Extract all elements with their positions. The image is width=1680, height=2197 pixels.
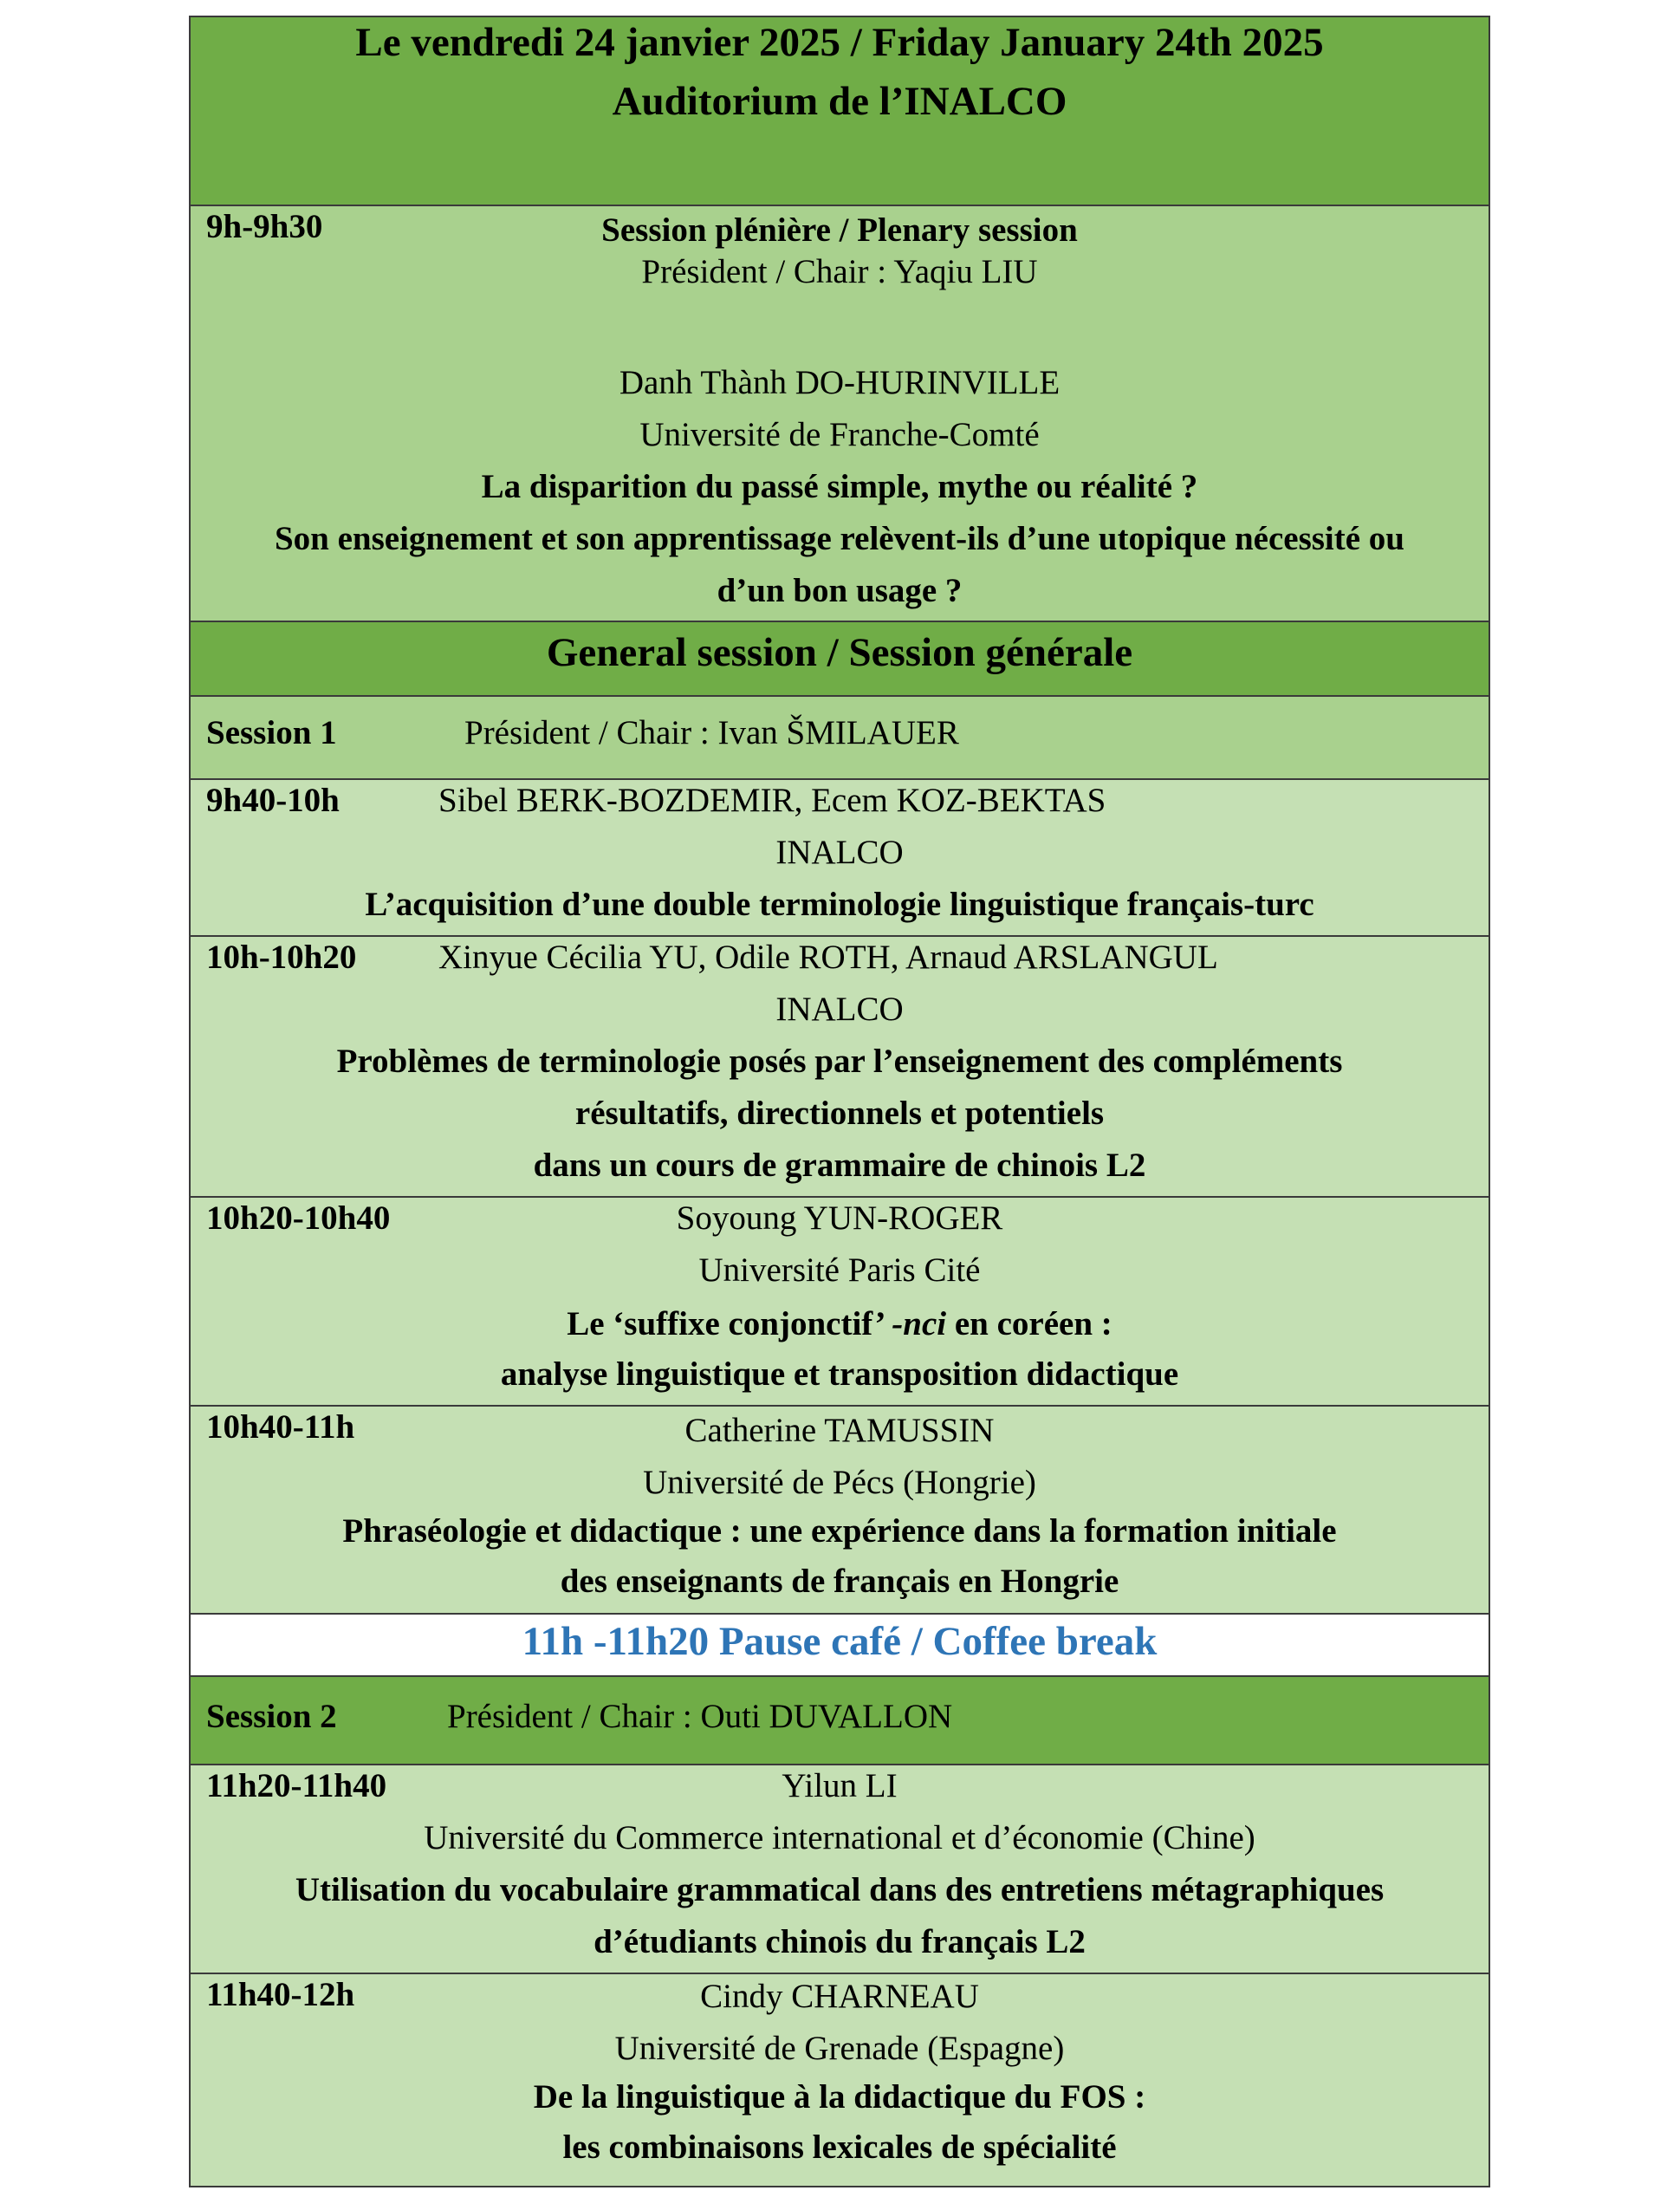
date-line: Le vendredi 24 janvier 2025 / Friday January 24th 2025: [355, 20, 1324, 65]
talk-speakers: Soyoung YUN-ROGER: [676, 1199, 1003, 1237]
talk-title-line: De la linguistique à la didactique du FOS :: [533, 2078, 1146, 2116]
talk-row: [191, 1407, 1489, 1615]
session2-label: Session 2: [206, 1698, 337, 1735]
general-session-title: General session / Session générale: [546, 630, 1133, 675]
plenary-title: Session plénière / Plenary session: [601, 211, 1078, 249]
talk-title-line: Phraséologie et didactique : une expérience dans la formation initiale: [342, 1512, 1337, 1550]
talk-time: 11h20-11h40: [206, 1767, 387, 1804]
talk-row: [191, 937, 1489, 1198]
talk-time: 9h40-10h: [206, 782, 340, 819]
talk-title-line: les combinaisons lexicales de spécialité: [562, 2129, 1117, 2166]
general-session-header: [191, 622, 1489, 697]
plenary-chair: Président / Chair : Yaqiu LIU: [641, 253, 1038, 290]
plenary-talk-line: d’un bon usage ?: [717, 572, 963, 609]
plenary-time: 9h-9h30: [206, 208, 323, 245]
talk-title-line: résultatifs, directionnels et potentiels: [574, 1095, 1105, 1132]
plenary-affiliation: Université de Franche-Comté: [639, 416, 1040, 453]
talk-speakers: Yilun LI: [782, 1767, 898, 1804]
talk-title-line: analyse linguistique et transposition didactique: [500, 1355, 1179, 1393]
talk-time: 10h40-11h: [206, 1408, 355, 1446]
talk-affiliation: Université Paris Cité: [698, 1251, 981, 1289]
talk-affiliation: Université du Commerce international et d’économie (Chine): [424, 1819, 1255, 1856]
talk-title-line: Utilisation du vocabulaire grammatical dans des entretiens métagraphiques: [295, 1871, 1385, 1908]
day-header: [191, 17, 1489, 206]
talk-title-line: d’étudiants chinois du français L2: [594, 1923, 1086, 1960]
session1-label: Session 1: [206, 714, 337, 751]
talk-title-line: des enseignants de français en Hongrie: [560, 1563, 1119, 1600]
session1-chair: Président / Chair : Ivan ŠMILAUER: [464, 714, 959, 751]
talk-title-line: [191, 1305, 1489, 1344]
talk-affiliation: INALCO: [775, 834, 904, 871]
plenary-talk-line: La disparition du passé simple, mythe ou réalité ?: [481, 468, 1198, 505]
talk-affiliation: INALCO: [775, 991, 904, 1028]
talk-row: [191, 780, 1489, 937]
talk-title-text: Le ‘suffixe conjonctif’: [567, 1305, 892, 1342]
talk-row: [191, 1765, 1489, 1974]
talk-speakers: Sibel BERK-BOZDEMIR, Ecem KOZ-BEKTAS: [438, 782, 1106, 819]
talk-title-italic: -nci: [892, 1305, 947, 1342]
talk-title-line: dans un cours de grammaire de chinois L2: [533, 1147, 1146, 1184]
talk-speakers: Xinyue Cécilia YU, Odile ROTH, Arnaud ARSLANGUL: [438, 939, 1218, 976]
coffee-break-row: [191, 1615, 1489, 1677]
talk-speakers: Cindy CHARNEAU: [700, 1978, 979, 2015]
session2-chair: Président / Chair : Outi DUVALLON: [447, 1698, 953, 1735]
program-table: [189, 16, 1490, 2187]
talk-affiliation: Université de Pécs (Hongrie): [643, 1464, 1036, 1501]
talk-title-line: Problèmes de terminologie posés par l’enseignement des compléments: [336, 1043, 1343, 1080]
venue: Auditorium de l’INALCO: [612, 79, 1067, 124]
talk-title-line: L’acquisition d’une double terminologie linguistique français-turc: [365, 886, 1314, 923]
plenary-talk-line: Son enseignement et son apprentissage relèvent-ils d’une utopique nécessité ou: [274, 520, 1404, 557]
talk-time: 10h-10h20: [206, 939, 357, 976]
talk-time: 10h20-10h40: [206, 1199, 391, 1237]
talk-time: 11h40-12h: [206, 1976, 355, 2013]
session1-header: [191, 697, 1489, 780]
session2-header: [191, 1677, 1489, 1765]
talk-title-text: en coréen :: [946, 1305, 1112, 1342]
talk-speakers: Catherine TAMUSSIN: [684, 1412, 995, 1449]
talk-row: [191, 1198, 1489, 1407]
talk-row: [191, 1974, 1489, 2186]
plenary-session: [191, 206, 1489, 622]
talk-affiliation: Université de Grenade (Espagne): [614, 2030, 1065, 2067]
plenary-speaker: Danh Thành DO-HURINVILLE: [619, 364, 1061, 401]
coffee-break: 11h -11h20 Pause café / Coffee break: [522, 1619, 1158, 1664]
